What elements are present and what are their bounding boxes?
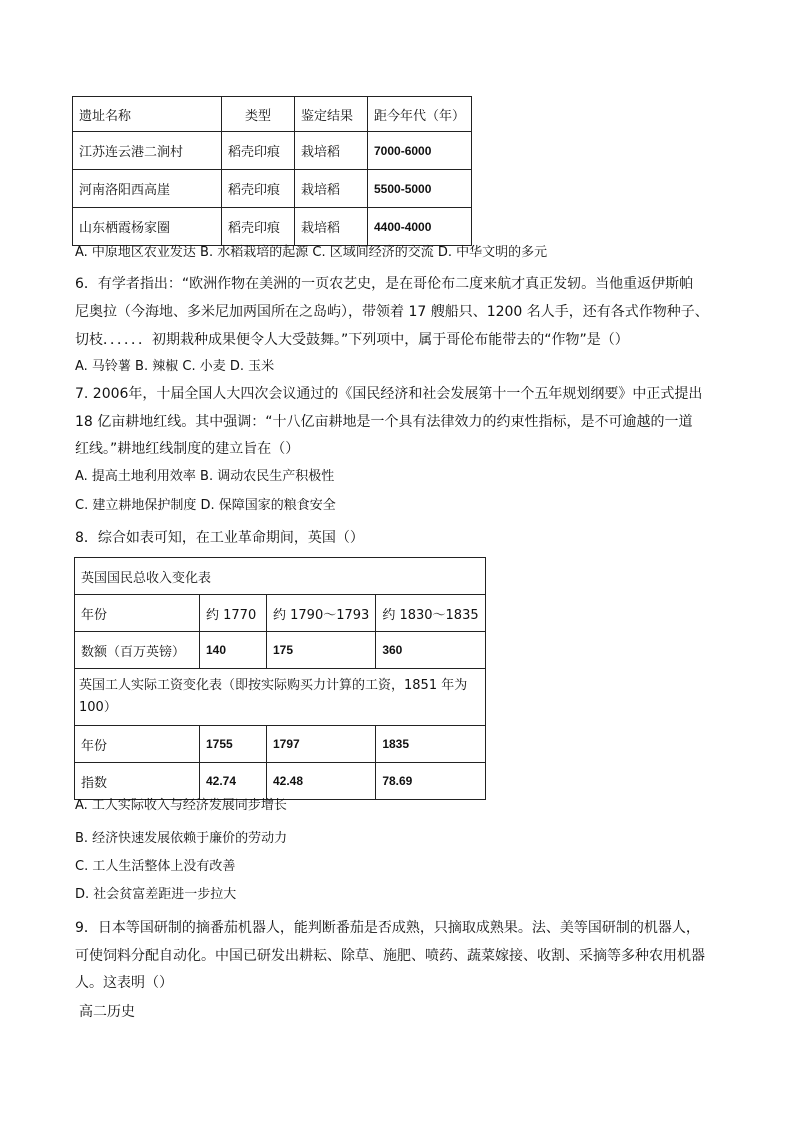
- table-row: [75, 632, 486, 669]
- q7-stem-line1: 7. 2006年，十届全国人大四次会议通过的《国民经济和社会发展第十一个五年规划纲要》中正式提出: [75, 386, 703, 402]
- table-cell: 360: [376, 632, 486, 669]
- q8-option-c: C. 工人生活整体上没有改善: [75, 859, 236, 874]
- header-cell: 遗址名称: [73, 97, 222, 132]
- table-cell: 约 1790～1793: [267, 595, 376, 632]
- table-cell: 数额（百万英镑）: [75, 632, 200, 669]
- table-title: 英国国民总收入变化表: [75, 558, 486, 595]
- q6-stem-line1: 6．有学者指出：“欧洲作物在美洲的一页农艺史，是在哥伦布二度来航才真正发轫。当他重返伊斯帕: [75, 276, 694, 292]
- table-cell: 江苏连云港二涧村: [73, 132, 222, 170]
- q7-options-cd: C. 建立耕地保护制度 D. 保障国家的粮食安全: [75, 498, 336, 513]
- q8-option-a: A. 工人实际收入与经济发展同步增长: [75, 798, 287, 813]
- table-title: 英国工人实际工资变化表（即按实际购买力计算的工资，1851 年为100）: [75, 669, 486, 726]
- table-cell: 1797: [267, 726, 376, 763]
- table-cell: 1755: [200, 726, 267, 763]
- table-cell: 稻壳印痕: [222, 170, 295, 208]
- q7-stem-line2: 18 亿亩耕地红线。其中强调：“十八亿亩耕地是一个具有法律效力的约束性指标，是不可逾越的一道: [75, 414, 693, 430]
- uk-income-wage-table: [74, 557, 486, 800]
- table-header-row: [73, 97, 472, 132]
- q6-stem-line2: 尼奥拉（今海地、多米尼加两国所在之岛屿），带领着 17 艘船只、1200 名人手，还有各式作物种子、: [75, 304, 709, 320]
- table-cell: 栽培稻: [295, 132, 368, 170]
- table-row: [75, 595, 486, 632]
- table-cell: 稻壳印痕: [222, 132, 295, 170]
- q8-option-d: D. 社会贫富差距进一步拉大: [75, 887, 237, 902]
- q8-stem: 8．综合如表可知，在工业革命期间，英国（）: [75, 530, 364, 546]
- q5-options: A. 中原地区农业发达 B. 水稻栽培的起源 C. 区域间经济的交流 D. 中华文明的多元: [75, 245, 548, 260]
- table-row: [73, 208, 472, 246]
- table-cell: 河南洛阳西高崖: [73, 170, 222, 208]
- q9-stem-line2: 可使饲料分配自动化。中国已研发出耕耘、除草、施肥、喷药、蔬菜嫁接、收割、采摘等多种农用机器: [75, 948, 705, 964]
- q9-stem-line1: 9．日本等国研制的摘番茄机器人，能判断番茄是否成熟，只摘取成熟果。法、美等国研制的机器人，: [75, 920, 700, 936]
- table-cell: 约 1830～1835: [376, 595, 486, 632]
- table-cell: 稻壳印痕: [222, 208, 295, 246]
- table-cell: 42.74: [200, 763, 267, 800]
- page-footer: 高二历史: [79, 1004, 135, 1020]
- table-cell: 175: [267, 632, 376, 669]
- table-cell: 年份: [75, 726, 200, 763]
- table-cell: 4400-4000: [368, 208, 472, 246]
- table-row: [73, 132, 472, 170]
- table-cell: 山东栖霞杨家圈: [73, 208, 222, 246]
- table-title-row: [75, 669, 486, 726]
- table-title-row: [75, 558, 486, 595]
- table-row: [73, 170, 472, 208]
- q9-stem-line3: 人。这表明（）: [75, 975, 173, 991]
- table-row: [75, 726, 486, 763]
- table-cell: 年份: [75, 595, 200, 632]
- q7-stem-line3: 红线。”耕地红线制度的建立旨在（）: [75, 441, 300, 457]
- q8-option-b: B. 经济快速发展依赖于廉价的劳动力: [75, 831, 288, 846]
- header-cell: 鉴定结果: [295, 97, 368, 132]
- table-cell: 42.48: [267, 763, 376, 800]
- q6-options: A. 马铃薯 B. 辣椒 C. 小麦 D. 玉米: [75, 359, 275, 374]
- table-row: [75, 763, 486, 800]
- table-cell: 5500-5000: [368, 170, 472, 208]
- table-cell: 栽培稻: [295, 208, 368, 246]
- table-cell: 140: [200, 632, 267, 669]
- table-cell: 7000-6000: [368, 132, 472, 170]
- header-cell: 类型: [222, 97, 295, 132]
- table-cell: 指数: [75, 763, 200, 800]
- table-cell: 栽培稻: [295, 170, 368, 208]
- rice-sites-table: [72, 96, 472, 246]
- table-cell: 78.69: [376, 763, 486, 800]
- q7-options-ab: A. 提高土地利用效率 B. 调动农民生产积极性: [75, 469, 335, 484]
- header-cell: 距今年代（年）: [368, 97, 472, 132]
- table-cell: 1835: [376, 726, 486, 763]
- q6-stem-line3: 切枝．．．．．．初期栽种成果便令人大受鼓舞。”下列项中，属于哥伦布能带去的“作物”是（）: [75, 332, 629, 348]
- table-cell: 约 1770: [200, 595, 267, 632]
